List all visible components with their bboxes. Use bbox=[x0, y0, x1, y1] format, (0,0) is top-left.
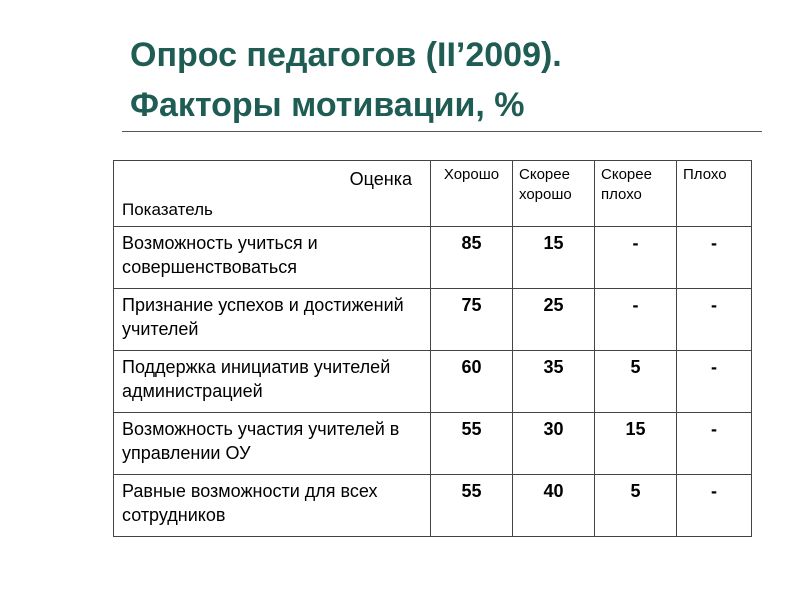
corner-header-cell bbox=[114, 161, 431, 227]
title-line-1: Опрос педагогов (II’2009). bbox=[130, 36, 562, 74]
cell-value: 25 bbox=[513, 289, 595, 351]
cell-value: - bbox=[595, 289, 677, 351]
cell-value: 60 bbox=[431, 351, 513, 413]
row-label: Равные возможности для всех сотрудников bbox=[114, 475, 431, 537]
column-header-rather-bad: Скорее плохо bbox=[595, 161, 677, 227]
cell-value: - bbox=[677, 413, 752, 475]
cell-value: 35 bbox=[513, 351, 595, 413]
cell-value: 15 bbox=[595, 413, 677, 475]
motivation-table bbox=[113, 160, 752, 537]
title-divider bbox=[122, 131, 762, 132]
cell-value: 55 bbox=[431, 475, 513, 537]
cell-value: 75 bbox=[431, 289, 513, 351]
cell-value: 5 bbox=[595, 351, 677, 413]
row-label: Возможность учиться и совершенствоваться bbox=[114, 227, 431, 289]
cell-value: 40 bbox=[513, 475, 595, 537]
cell-value: - bbox=[677, 289, 752, 351]
column-header-good: Хорошо bbox=[431, 161, 513, 227]
cell-value: 15 bbox=[513, 227, 595, 289]
cell-value: - bbox=[677, 227, 752, 289]
row-label: Признание успехов и достижений учителей bbox=[114, 289, 431, 351]
table-header-row bbox=[114, 161, 752, 227]
column-header-bad: Плохо bbox=[677, 161, 752, 227]
column-header-rather-good: Скорее хорошо bbox=[513, 161, 595, 227]
cell-value: - bbox=[677, 475, 752, 537]
row-label: Возможность участия учителей в управлении ОУ bbox=[114, 413, 431, 475]
cell-value: - bbox=[677, 351, 752, 413]
cell-value: 85 bbox=[431, 227, 513, 289]
title-line-2: Факторы мотивации, % bbox=[130, 86, 525, 124]
table-row bbox=[114, 227, 752, 289]
table-row bbox=[114, 289, 752, 351]
cell-value: 55 bbox=[431, 413, 513, 475]
indicator-header-label: Показатель bbox=[122, 200, 213, 219]
cell-value: 5 bbox=[595, 475, 677, 537]
cell-value: - bbox=[595, 227, 677, 289]
row-label: Поддержка инициатив учителей администрацией bbox=[114, 351, 431, 413]
slide-title bbox=[130, 30, 770, 130]
table-row bbox=[114, 351, 752, 413]
table-row bbox=[114, 413, 752, 475]
rating-header-label: Оценка bbox=[349, 169, 412, 189]
table-row bbox=[114, 475, 752, 537]
cell-value: 30 bbox=[513, 413, 595, 475]
